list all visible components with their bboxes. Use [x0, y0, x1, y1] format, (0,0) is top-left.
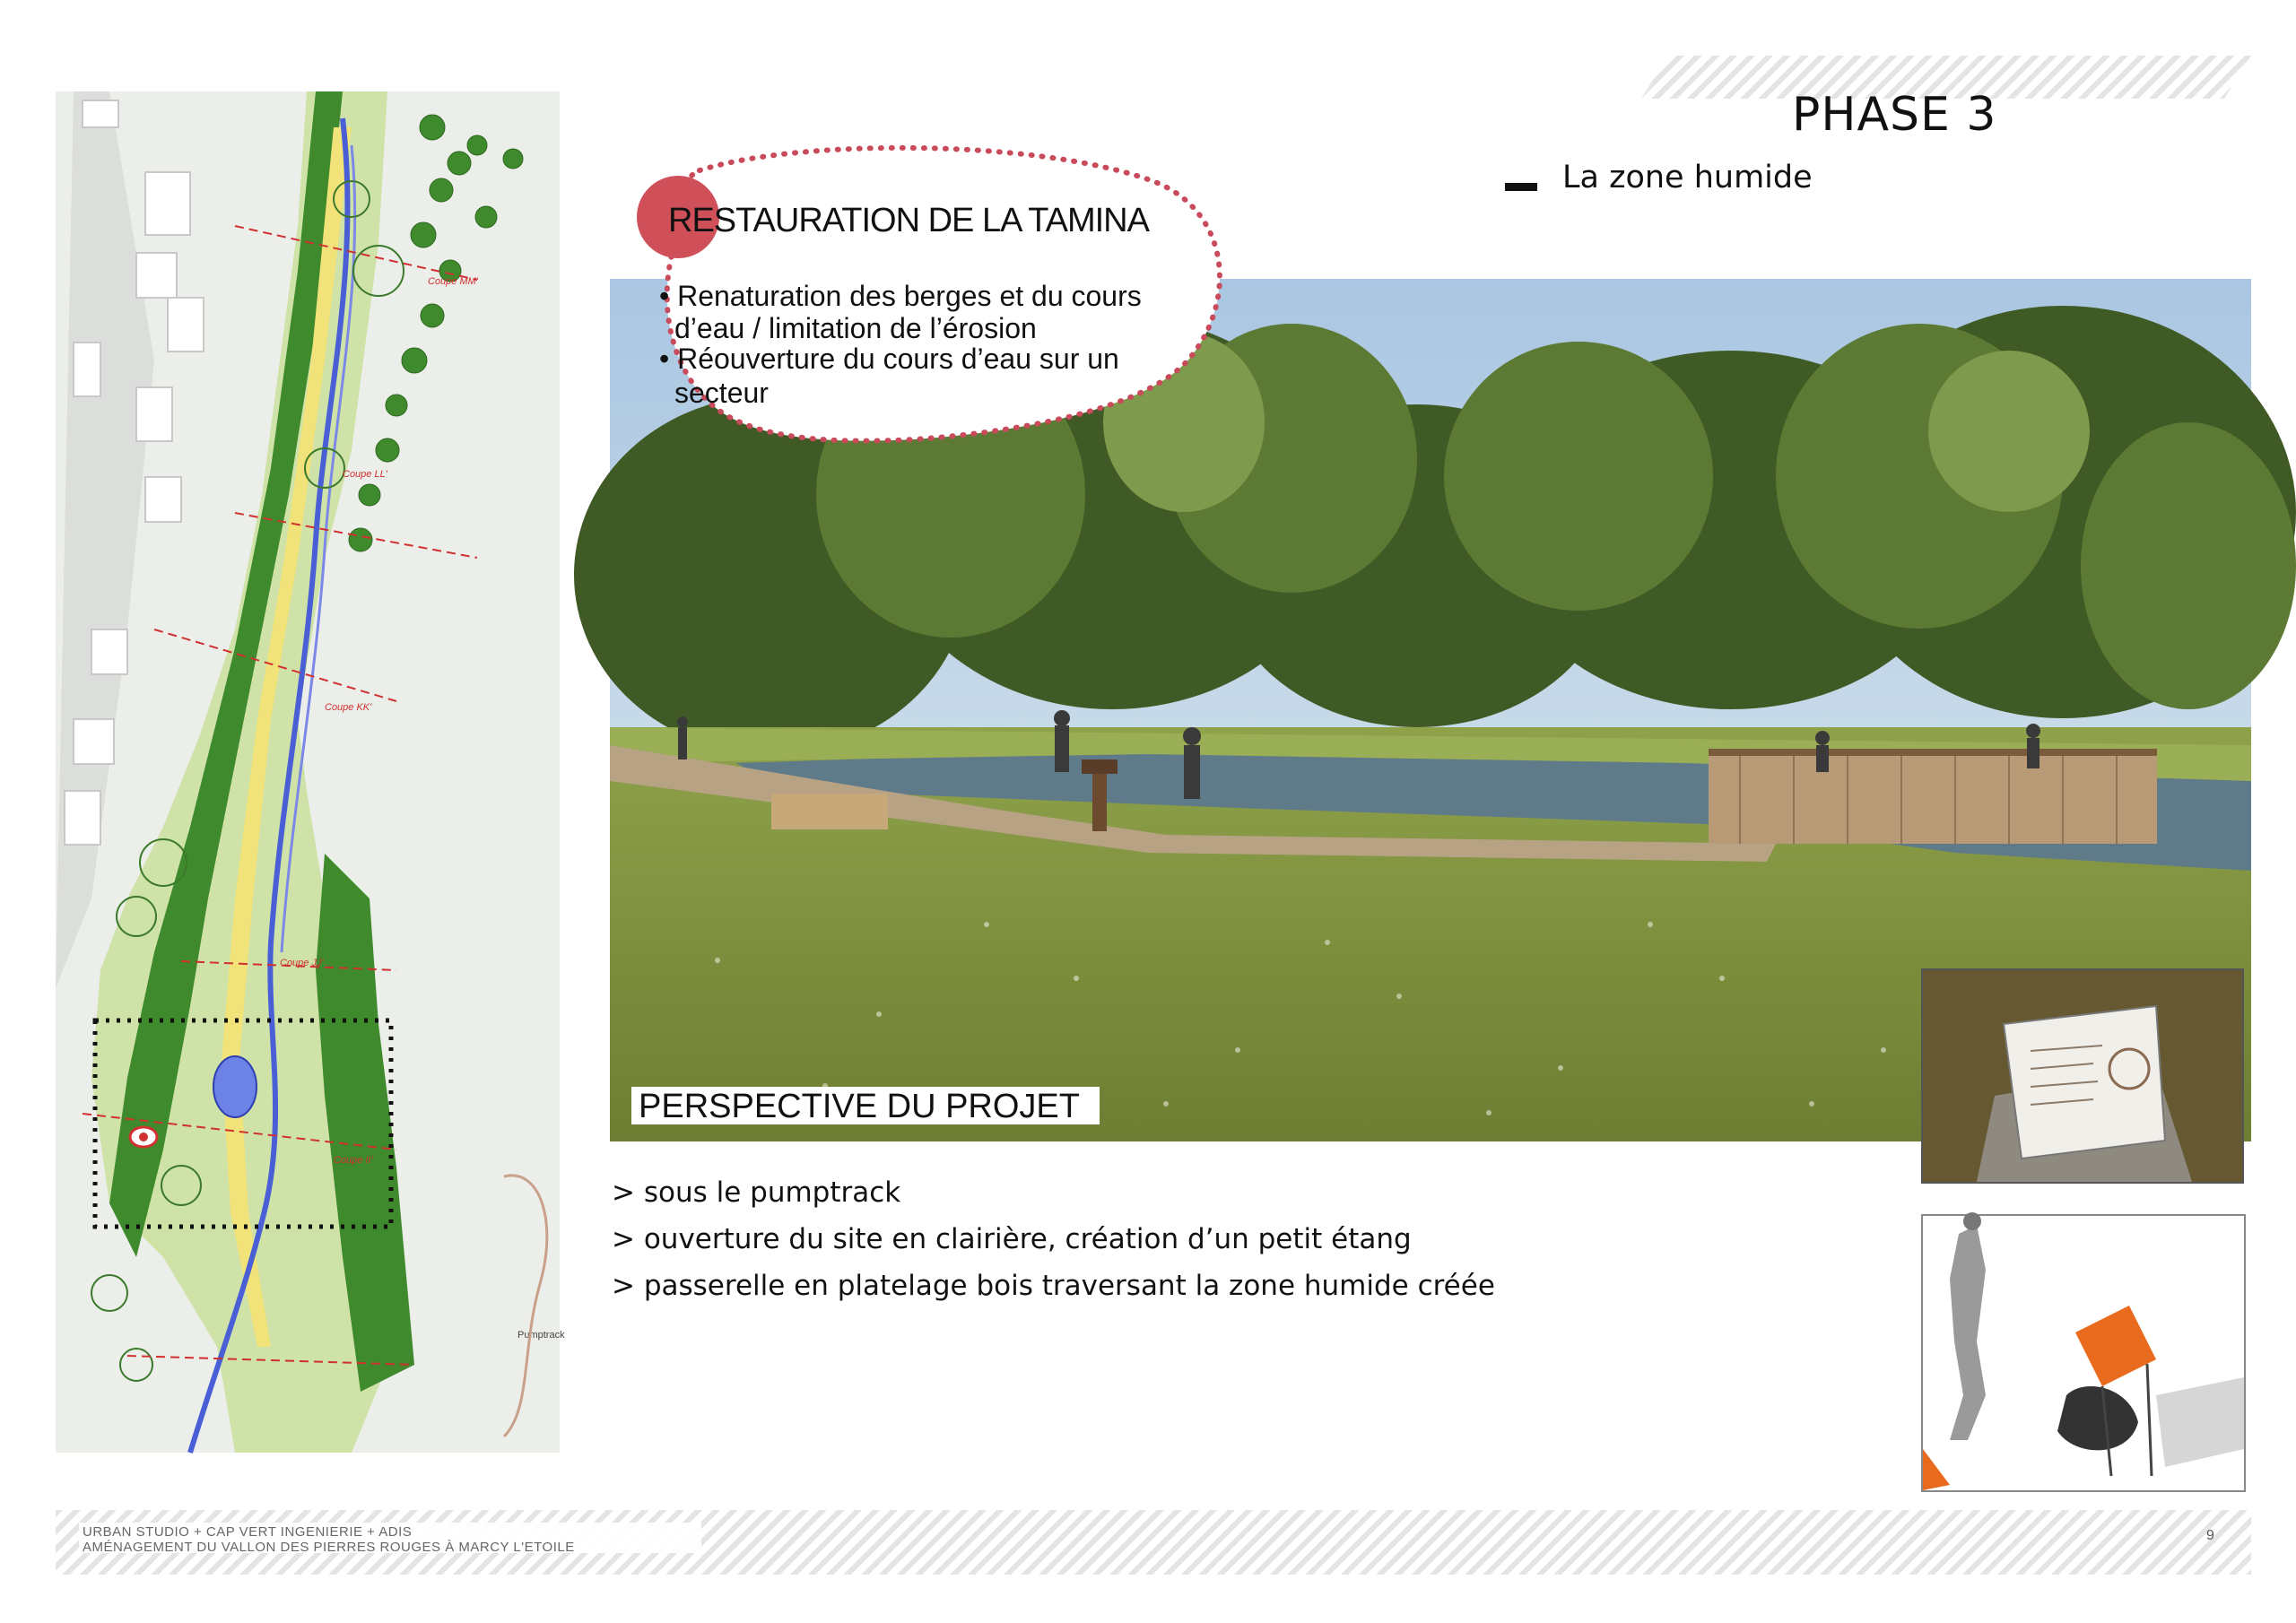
callout-line-2: d’eau / limitation de l’érosion	[674, 312, 1037, 344]
coupe-jj-label: Coupe JJ'	[280, 958, 324, 968]
callout-line-1: • Renaturation des berges et du cours	[659, 280, 1142, 312]
sketch-illustration	[1921, 1214, 2246, 1492]
phase-title: PHASE 3	[1792, 88, 1997, 142]
section-dash	[1505, 183, 1537, 191]
signage-photo-drawing	[1923, 970, 2242, 1182]
bullet-1: > sous le pumptrack	[612, 1176, 901, 1209]
bullet-2: > ouverture du site en clairière, création d’un petit étang	[612, 1223, 1412, 1255]
footer-project: AMÉNAGEMENT DU VALLON DES PIERRES ROUGES À MARCY L'ETOILE	[83, 1540, 575, 1555]
callout-title-rest: ESTAURATION DE LA TAMINA	[691, 202, 1149, 239]
bullet-3: > passerelle en platelage bois traversant la zone humide créée	[612, 1270, 1495, 1302]
page-number: 9	[2206, 1528, 2214, 1543]
site-plan-drawing	[56, 91, 565, 1453]
callout-title	[668, 202, 1149, 240]
callout-line-3: • Réouverture du cours d’eau sur un	[659, 343, 1119, 375]
pumptrack-label: Pumptrack	[517, 1330, 565, 1341]
perspective-caption: PERSPECTIVE DU PROJET	[631, 1087, 1100, 1124]
footer-credits: URBAN STUDIO + CAP VERT INGENIERIE + ADIS	[83, 1524, 413, 1540]
coupe-kk-label: Coupe KK'	[325, 702, 372, 713]
coupe-ii-label: Coupe II'	[334, 1155, 373, 1166]
callout-line-4: secteur	[674, 377, 769, 409]
callout-title-initial: R	[668, 202, 692, 239]
coupe-ll-label: Coupe LL'	[343, 469, 387, 480]
viewpoint-eye-icon	[130, 1127, 157, 1147]
sketch-drawing	[1923, 1216, 2244, 1490]
signage-photo	[1921, 968, 2244, 1184]
section-title: La zone humide	[1562, 160, 1813, 195]
coupe-mm-label: Coupe MM'	[428, 276, 478, 287]
site-plan	[56, 91, 565, 1453]
